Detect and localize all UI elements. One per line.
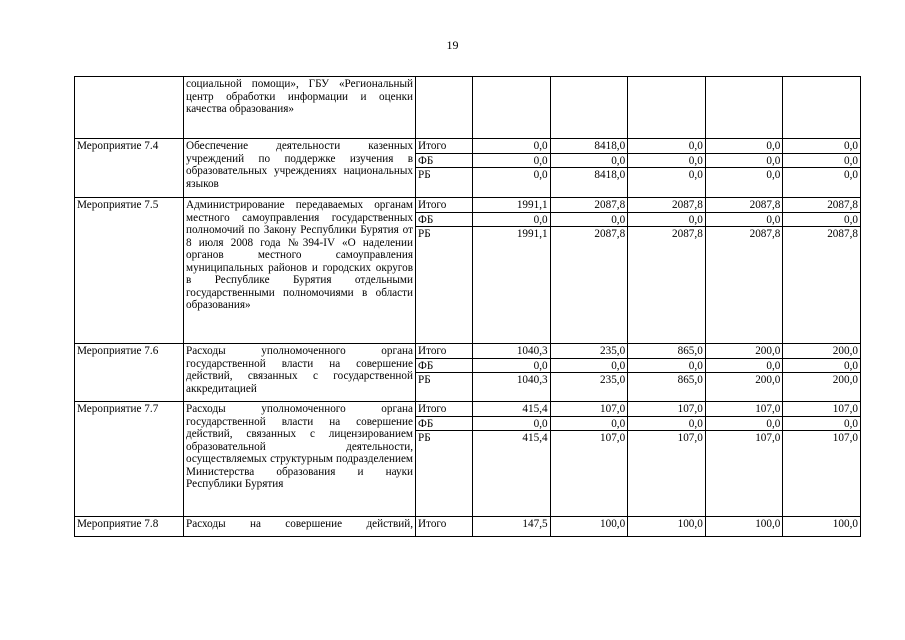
value-cell: 2087,8 [628, 198, 706, 213]
value-cell: 2087,8 [628, 227, 706, 344]
activity-name: Мероприятие 7.7 [75, 402, 184, 517]
funding-source: Итого [416, 517, 473, 537]
table-row [75, 402, 861, 417]
value-cell: 235,0 [550, 344, 628, 359]
funding-source: Итого [416, 402, 473, 417]
value-cell: 107,0 [705, 402, 783, 417]
value-cell: 107,0 [550, 402, 628, 417]
table-row [75, 517, 861, 537]
funding-source: ФБ [416, 416, 473, 431]
funding-source: ФБ [416, 358, 473, 373]
value-cell [628, 77, 706, 139]
value-cell: 0,0 [473, 153, 551, 168]
value-cell [783, 77, 861, 139]
value-cell: 865,0 [628, 344, 706, 359]
value-cell: 107,0 [783, 431, 861, 517]
value-cell: 200,0 [705, 373, 783, 402]
value-cell: 0,0 [473, 168, 551, 198]
value-cell: 107,0 [705, 431, 783, 517]
value-cell: 0,0 [628, 358, 706, 373]
value-cell [473, 77, 551, 139]
value-cell: 0,0 [783, 139, 861, 154]
value-cell: 0,0 [628, 168, 706, 198]
value-cell: 107,0 [628, 402, 706, 417]
activity-description: социальной помощи», ГБУ «Региональный центр обработки информации и оценки качества образования» [184, 77, 416, 139]
value-cell: 1040,3 [473, 373, 551, 402]
value-cell [705, 77, 783, 139]
value-cell: 2087,8 [550, 198, 628, 213]
value-cell: 235,0 [550, 373, 628, 402]
value-cell: 0,0 [628, 212, 706, 227]
value-cell: 0,0 [628, 139, 706, 154]
value-cell: 2087,8 [783, 198, 861, 213]
value-cell: 1991,1 [473, 198, 551, 213]
value-cell: 0,0 [473, 212, 551, 227]
value-cell: 8418,0 [550, 168, 628, 198]
value-cell: 8418,0 [550, 139, 628, 154]
funding-source: РБ [416, 373, 473, 402]
value-cell: 1991,1 [473, 227, 551, 344]
source-cell [416, 77, 473, 139]
funding-source: РБ [416, 431, 473, 517]
value-cell: 0,0 [783, 212, 861, 227]
value-cell: 0,0 [550, 212, 628, 227]
value-cell: 2087,8 [705, 198, 783, 213]
value-cell: 107,0 [550, 431, 628, 517]
value-cell: 100,0 [550, 517, 628, 537]
funding-source: РБ [416, 168, 473, 198]
activity-description: Расходы уполномоченного органа государственной власти на совершение действий, связанных с лицензированием образовательной деятельности, осуществляемых структурным подразделением Министерства образования и науки Республики Бурятия [184, 402, 416, 517]
budget-table [74, 76, 861, 537]
funding-source: Итого [416, 198, 473, 213]
value-cell: 0,0 [550, 416, 628, 431]
value-cell: 0,0 [783, 168, 861, 198]
value-cell: 0,0 [473, 139, 551, 154]
page-number: 19 [446, 38, 459, 52]
value-cell: 865,0 [628, 373, 706, 402]
value-cell: 0,0 [705, 212, 783, 227]
value-cell [550, 77, 628, 139]
funding-source: РБ [416, 227, 473, 344]
value-cell: 100,0 [628, 517, 706, 537]
value-cell: 100,0 [783, 517, 861, 537]
value-cell: 200,0 [783, 373, 861, 402]
value-cell: 0,0 [550, 153, 628, 168]
activity-description: Расходы на совершение действий, [184, 517, 416, 537]
activity-description: Расходы уполномоченного органа государственной власти на совершение действий, связанных с государственной аккредитацией [184, 344, 416, 402]
value-cell: 0,0 [550, 358, 628, 373]
value-cell: 0,0 [705, 139, 783, 154]
activity-name: Мероприятие 7.4 [75, 139, 184, 198]
value-cell: 2087,8 [550, 227, 628, 344]
value-cell: 0,0 [705, 358, 783, 373]
funding-source: Итого [416, 139, 473, 154]
value-cell: 0,0 [705, 416, 783, 431]
activity-description: Обеспечение деятельности казенных учреждений по поддержке изучения в образовательных учреждениях национальных языков [184, 139, 416, 198]
value-cell: 415,4 [473, 402, 551, 417]
value-cell: 200,0 [705, 344, 783, 359]
value-cell: 2087,8 [783, 227, 861, 344]
activity-name: Мероприятие 7.8 [75, 517, 184, 537]
value-cell: 1040,3 [473, 344, 551, 359]
value-cell: 200,0 [783, 344, 861, 359]
value-cell: 107,0 [628, 431, 706, 517]
value-cell: 0,0 [628, 416, 706, 431]
table-row [75, 139, 861, 154]
value-cell: 0,0 [628, 153, 706, 168]
value-cell: 107,0 [783, 402, 861, 417]
value-cell: 0,0 [473, 358, 551, 373]
value-cell: 415,4 [473, 431, 551, 517]
funding-source: ФБ [416, 153, 473, 168]
value-cell: 0,0 [705, 153, 783, 168]
value-cell: 2087,8 [705, 227, 783, 344]
activity-name: Мероприятие 7.5 [75, 198, 184, 344]
funding-source: ФБ [416, 212, 473, 227]
value-cell: 0,0 [705, 168, 783, 198]
continuation-row [75, 77, 861, 139]
value-cell: 100,0 [705, 517, 783, 537]
table-row [75, 344, 861, 359]
table-row [75, 198, 861, 213]
activity-name: Мероприятие 7.6 [75, 344, 184, 402]
value-cell: 0,0 [783, 153, 861, 168]
value-cell: 0,0 [783, 416, 861, 431]
funding-source: Итого [416, 344, 473, 359]
value-cell: 0,0 [783, 358, 861, 373]
value-cell: 0,0 [473, 416, 551, 431]
activity-cell [75, 77, 184, 139]
activity-description: Администрирование передаваемых органам местного самоуправления государственных полномочий по Закону Республики Бурятия от 8 июля 2008 года №394-IV «О наделении органов местного самоуправления муниципальных районов и городских округов в Республике Бурятия отдельными государственными полномочиями в области образования» [184, 198, 416, 344]
value-cell: 147,5 [473, 517, 551, 537]
